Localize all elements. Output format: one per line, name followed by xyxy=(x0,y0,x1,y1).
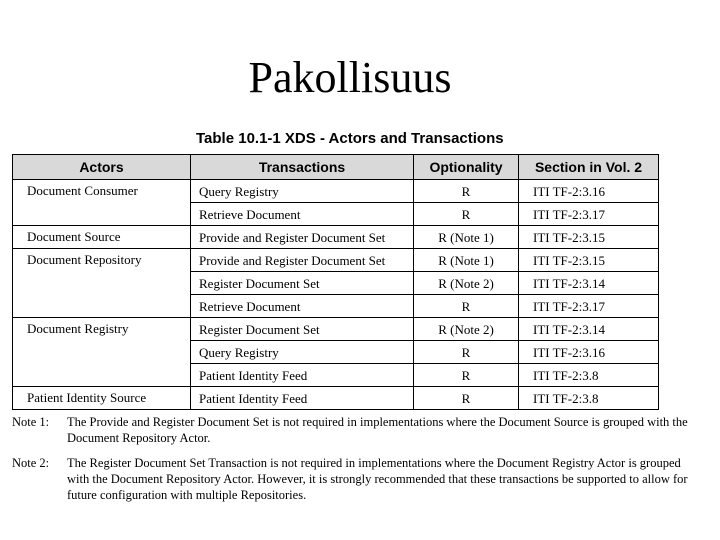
optionality-cell: R xyxy=(414,364,519,387)
optionality-cell: R xyxy=(414,295,519,318)
transaction-cell: Retrieve Document xyxy=(191,295,414,318)
section-cell: ITI TF-2:3.8 xyxy=(519,387,659,410)
optionality-cell: R (Note 2) xyxy=(414,318,519,341)
optionality-cell: R (Note 1) xyxy=(414,249,519,272)
actor-cell: Document Registry xyxy=(13,318,191,387)
table-row xyxy=(13,249,659,272)
transaction-cell: Provide and Register Document Set xyxy=(191,249,414,272)
section-cell: ITI TF-2:3.15 xyxy=(519,226,659,249)
slide-title: Pakollisuus xyxy=(248,53,452,102)
transaction-cell: Register Document Set xyxy=(191,272,414,295)
note-label: Note 1: xyxy=(12,415,50,429)
note-text: The Register Document Set Transaction is not required in implementations where the Document Registry Actor is grouped with the Document Repository Actor. However, it is strongly recommended that these transactions be supported to allow for future configuration with multiple Repositories. xyxy=(67,456,688,502)
note-2 xyxy=(12,455,702,503)
optionality-cell: R (Note 2) xyxy=(414,272,519,295)
section-cell: ITI TF-2:3.14 xyxy=(519,318,659,341)
actor-cell: Document Source xyxy=(13,226,191,249)
note-label: Note 2: xyxy=(12,456,50,470)
header-actors: Actors xyxy=(13,155,191,180)
actors-transactions-table xyxy=(12,154,659,410)
note-1 xyxy=(12,414,702,446)
table-row xyxy=(13,318,659,341)
actor-cell: Document Repository xyxy=(13,249,191,318)
optionality-cell: R xyxy=(414,180,519,203)
section-cell: ITI TF-2:3.14 xyxy=(519,272,659,295)
section-cell: ITI TF-2:3.17 xyxy=(519,203,659,226)
transaction-cell: Query Registry xyxy=(191,341,414,364)
optionality-cell: R xyxy=(414,203,519,226)
table-header-row xyxy=(13,155,659,180)
section-cell: ITI TF-2:3.17 xyxy=(519,295,659,318)
section-cell: ITI TF-2:3.15 xyxy=(519,249,659,272)
section-cell: ITI TF-2:3.16 xyxy=(519,341,659,364)
optionality-cell: R xyxy=(414,341,519,364)
transaction-cell: Patient Identity Feed xyxy=(191,364,414,387)
optionality-cell: R xyxy=(414,387,519,410)
table-row xyxy=(13,226,659,249)
header-transactions: Transactions xyxy=(191,155,414,180)
transaction-cell: Query Registry xyxy=(191,180,414,203)
table-row xyxy=(13,387,659,410)
optionality-cell: R (Note 1) xyxy=(414,226,519,249)
note-text: The Provide and Register Document Set is not required in implementations where the Document Source is grouped with the Document Repository Actor. xyxy=(67,415,688,445)
actor-cell: Document Consumer xyxy=(13,180,191,226)
transaction-cell: Register Document Set xyxy=(191,318,414,341)
header-section: Section in Vol. 2 xyxy=(519,155,659,180)
table-caption: Table 10.1-1 XDS - Actors and Transactions xyxy=(196,130,504,147)
transaction-cell: Retrieve Document xyxy=(191,203,414,226)
table-row xyxy=(13,180,659,203)
transaction-cell: Patient Identity Feed xyxy=(191,387,414,410)
section-cell: ITI TF-2:3.16 xyxy=(519,180,659,203)
transaction-cell: Provide and Register Document Set xyxy=(191,226,414,249)
actor-cell: Patient Identity Source xyxy=(13,387,191,410)
header-optionality: Optionality xyxy=(414,155,519,180)
section-cell: ITI TF-2:3.8 xyxy=(519,364,659,387)
